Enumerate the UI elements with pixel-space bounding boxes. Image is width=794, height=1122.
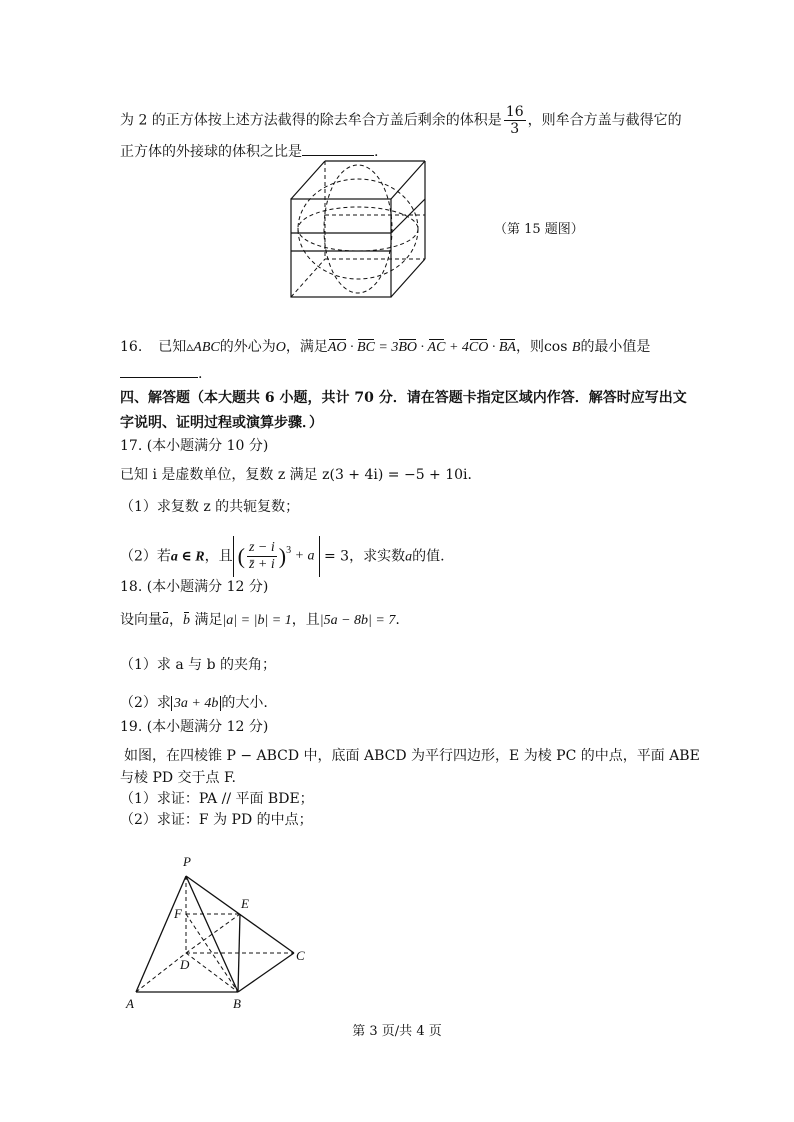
- p16-text-d: ，则: [515, 339, 544, 355]
- p15-line2-text: 正方体的外接球的体积之比是: [120, 144, 302, 160]
- p17-q2-set: a ∈ R: [170, 549, 205, 565]
- p17-q2-end: 的值.: [412, 548, 445, 565]
- p18-q2: [120, 693, 268, 714]
- p18-stem-c: ，且: [291, 612, 320, 628]
- p15-frac-num: 16: [505, 104, 524, 120]
- figure-15-caption: （第 15 题图）: [494, 222, 584, 237]
- p19-header: 19. (本小题满分 12 分): [120, 719, 269, 735]
- segment-de: [186, 914, 240, 953]
- label-f: F: [174, 906, 182, 921]
- p18-stem: [120, 610, 400, 631]
- figure-19: [120, 850, 320, 1015]
- section4-text2: 字说明、证明过程或演算步骤．）: [120, 415, 323, 431]
- p17-header: 17. (本小题满分 10 分): [120, 438, 269, 454]
- page-footer: 第 3 页/共 4 页: [352, 1024, 442, 1039]
- edge-pb: [186, 876, 238, 992]
- p17-q2-text-a: （2）若: [120, 548, 171, 565]
- p19-line1: 如图，在四棱锥 P − ABCD 中，底面 ABCD 为平行四边形，E 为棱 PC 的中点，平面 ABE: [124, 748, 700, 764]
- p17-stem: 已知 i 是虚数单位，复数 z 满足 z(3 + 4i) = −5 + 10i．: [120, 467, 482, 483]
- p17-q2: [120, 536, 445, 577]
- p15-frac-den: 3: [510, 121, 520, 137]
- label-e: E: [241, 896, 249, 911]
- p16-equation: AO · BC = 3BO · AC + 4CO · BA: [328, 340, 516, 355]
- p18-stem-end: .: [395, 612, 400, 628]
- p18-q2-expr: 3a + 4b: [171, 696, 221, 711]
- p19-q1: （1）求证：PA // 平面 BDE；: [120, 791, 314, 807]
- p16-number: 16.: [120, 339, 143, 355]
- p17-q2-exp: 3: [286, 545, 292, 556]
- p17-q2-den: z̄ + i: [248, 557, 275, 572]
- p16-text-e: 的最小值是: [580, 339, 651, 355]
- p16-angle: B: [571, 340, 581, 355]
- p18-stem-a: 设向量: [120, 612, 162, 628]
- p17-q1: （1）求复数 z 的共轭复数；: [120, 499, 300, 515]
- p17-q2-eq: = 3，求实数: [323, 548, 406, 565]
- p18-q1: （1）求 a 与 b 的夹角；: [120, 657, 277, 673]
- section4-line1: [120, 388, 687, 408]
- label-d: D: [180, 957, 190, 972]
- p15-text-b: ，则牟合方盖与截得它的: [527, 112, 682, 129]
- label-p: P: [183, 854, 191, 869]
- p16-center: O: [275, 340, 286, 355]
- section4-text1: 四、解答题（本大题共 6 小题，共计 70 分．请在答题卡指定区域内作答．解答时应写出文: [120, 390, 687, 406]
- label-a: A: [126, 996, 134, 1011]
- section4-line2: [120, 413, 323, 433]
- p15-line2-end: .: [374, 144, 379, 160]
- p18-comma: ，: [169, 612, 183, 628]
- segment-db: [186, 953, 238, 992]
- p18-stem-b: 满足: [194, 612, 223, 628]
- edge-bc: [238, 953, 294, 992]
- p16-end: .: [198, 366, 203, 382]
- p18-vec-a: a: [162, 611, 169, 631]
- edge-pa: [136, 876, 186, 992]
- p19-q2: （2）求证：F 为 PD 的中点；: [120, 812, 313, 828]
- p17-q2-var: a: [405, 549, 413, 565]
- p18-header: 18. (本小题满分 12 分): [120, 579, 269, 595]
- figure-15: [285, 155, 435, 305]
- p18-q2-text-a: （2）求: [120, 695, 171, 711]
- p15-text: 为 2 的正方体按上述方法截得的除去牟合方盖后剩余的体积是: [120, 112, 502, 129]
- p16-line: [120, 337, 650, 358]
- edge-ad: [136, 953, 186, 992]
- label-b: B: [233, 996, 241, 1011]
- p16-triangle: ▵ABC: [186, 340, 220, 355]
- p18-q2-text-b: 的大小.: [221, 695, 268, 711]
- p16-answer-blank[interactable]: [120, 377, 198, 378]
- p18-vec-b: b: [183, 611, 190, 631]
- p16-cos: cos: [543, 339, 568, 355]
- p16-text-a: 已知: [158, 339, 187, 355]
- p18-cond1: |a| = |b| = 1: [222, 613, 292, 628]
- p17-q2-num: z − i: [248, 540, 275, 555]
- p18-cond2: |5a − 8b| = 7: [319, 613, 396, 628]
- p17-q2-text-b: ，且: [204, 548, 233, 565]
- p17-q2-abs: ( $\frac{z - i}{z̄ + i}$ )$^3$ + a: [233, 536, 320, 577]
- p16-text-c: ，满足: [285, 339, 328, 355]
- p17-q2-plus: + a: [294, 548, 315, 564]
- p19-line2: 与棱 PD 交于点 F.: [120, 770, 236, 786]
- p15-line1: [120, 104, 682, 137]
- label-c: C: [296, 948, 305, 963]
- p16-answer-line: [120, 364, 202, 384]
- p15-fraction: [504, 104, 526, 137]
- p16-text-b: 的外心为: [219, 339, 276, 355]
